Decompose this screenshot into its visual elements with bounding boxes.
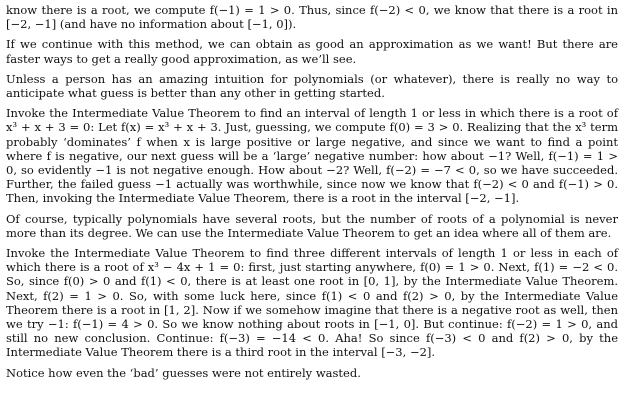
paragraph-intuition: Unless a person has an amazing intuition for polynomials (or whatever), there is really no way to anticipate what guess is better than any other in getting started. [6, 71, 618, 101]
paragraph-better-approximation: If we continue with this method, we can obtain as good an approximation as we want! But there are faster ways to get a really good approximation, as we’ll see. [6, 37, 618, 66]
paragraph-root-interval: know there is a root, we compute f(−1) = 1 > 0. Thus, since f(−2) < 0, we know that there is a root in [−2, −1] (and have no information about [−1, 0]). [6, 3, 618, 32]
paragraph-bad-guesses: Notice how even the ‘bad’ guesses were not entirely wasted. [6, 365, 361, 380]
paragraph-three-intervals: Invoke the Intermediate Value Theorem to find three different intervals of length 1 or less in each of which there is a root of x³ − 4x + 1 = 0: first, just starting anywhere, f(0) = 1 > 0. Next, f(1) = −2 < 0. So, since f(0) > 0 and f(1) < 0, there is at least one root in [0, 1], by the Intermediate Value Theorem. Next, f(2) = 1 > 0. So, with some luck here, since f(1) < 0 and f(2) > 0, by the Intermediate Value Theorem there is a root in [1, 2]. Now if we somehow imagine that there is a negative root as well, then we try −1: f(−1) = 4 > 0. So we know nothing about roots in [−1, 0]. But continue: f(−2) = 1 > 0, and still no new conclusion. Continue: f(−3) = −14 < 0. Aha! So since f(−3) < 0 and f(2) > 0, by the Intermediate Value Theorem there is a third root in the interval [−3, −2]. [6, 246, 618, 360]
paragraph-number-of-roots: Of course, typically polynomials have several roots, but the number of roots of a polynomial is never more than its degree. We can use the Intermediate Value Theorem to get an idea where all of them are. [6, 211, 618, 240]
paragraph-example-cubic: Invoke the Intermediate Value Theorem to find an interval of length 1 or less in which there is a root of x³ + x + 3 = 0: Let f(x) = x³ + x + 3. Just, guessing, we compute f(0) = 3 > 0. Realizing that the x³ term probably ‘dominates’ f when x is large positive or large negative, and since we want to find a point where f is negative, our next guess will be a ‘large’ negative number: how about −1? Well, f(−1) = 1 > 0, so evidently −1 is not negative enough. How about −2? Well, f(−2) = −7 < 0, so we have succeeded. Further, the failed guess −1 actually was worthwhile, since now we know that f(−2) < 0 and f(−1) > 0. Then, invoking the Intermediate Value Theorem, there is a root in the interval [−2, −1]. [6, 106, 618, 206]
